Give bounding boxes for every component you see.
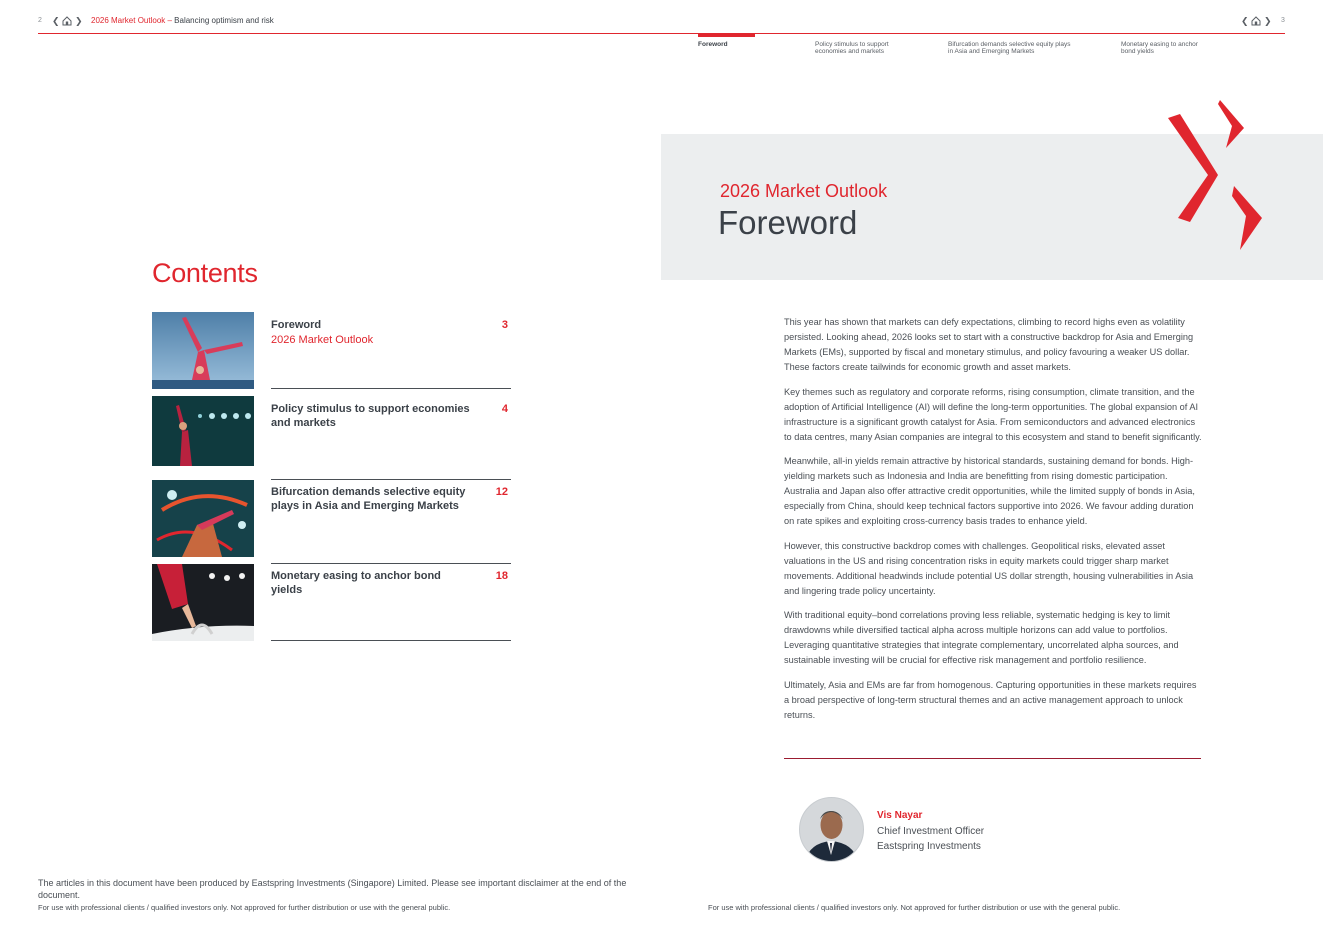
tab-foreword[interactable]: Foreword [698,41,728,48]
page-number-right: 3 [1281,17,1285,24]
header-divider [38,33,1285,34]
toc-item-page[interactable]: 12 [495,486,508,498]
gymnast-arena-image [152,396,254,466]
toc-divider [271,479,511,480]
toc-item-page[interactable]: 18 [495,570,508,582]
author-name: Vis Nayar [877,810,923,821]
hero-subtitle: 2026 Market Outlook [720,181,888,201]
chevron-left-icon[interactable]: ❮ [52,16,60,26]
toc-item-page[interactable]: 4 [501,403,508,415]
document-title [91,16,274,25]
home-icon[interactable] [62,16,72,26]
footer-note-left: For use with professional clients / qualified investors only. Not approved for further distribution or use with the general public. [38,903,451,912]
gymnast-handstand-image [152,312,254,389]
paragraph: Ultimately, Asia and EMs are far from homogenous. Capturing opportunities in these markets requires a broad perspective of long-term structural themes and an active management approach to unlock returns. [784,679,1197,720]
toc-item-title[interactable]: Bifurcation demands selective equity plays in Asia and Emerging Markets [271,486,466,512]
chevron-left-icon[interactable]: ❮ [1241,16,1249,26]
document-title-rest: Balancing optimism and risk [174,16,274,25]
author-role: Chief Investment Officer [877,826,985,837]
page-number-left: 2 [38,17,42,24]
toc-divider [271,388,511,389]
toc-item-title[interactable]: Policy stimulus to support economies and markets [271,403,470,429]
footer-note-right: For use with professional clients / qualified investors only. Not approved for further distribution or use with the general public. [708,903,1121,912]
toc-divider [271,640,511,641]
foreword-body [784,315,1202,732]
tab-monetary-easing[interactable]: Monetary easing to anchor bond yields [1121,41,1198,55]
toc-item-title[interactable]: Foreword [271,319,322,331]
paragraph: Key themes such as regulatory and corporate reforms, rising consumption, climate transition, and the adoption of Artificial Intelligence (AI) will define the long-term opportunities. The global expansion of AI infrastructure is a significant growth catalyst for Asia. From semiconductors and advanced electronics to data centres, many Asian companies are integral to this ecosystem and stand to benefit significantly. [784,386,1202,442]
active-tab-indicator [698,33,755,37]
paragraph: This year has shown that markets can defy expectations, climbing to record highs even as volatility persisted. Looking ahead, 2026 looks set to start with a constructive backdrop for Asia and Emerging Markets (EMs), supported by fiscal and monetary stimulus, and policy favouring a weaker US dollar. These factors create tailwinds for economic growth and asset markets. [784,317,1194,372]
author-avatar [799,797,864,862]
tab-policy-stimulus[interactable]: Policy stimulus to support economies and markets [815,41,889,55]
home-icon[interactable] [1251,16,1261,26]
toc-item-subtitle[interactable]: 2026 Market Outlook [271,334,374,346]
document-title-separator: – [165,16,175,25]
gymnast-pommel-image [152,564,254,641]
toc-divider [271,563,511,564]
document-title-highlight: 2026 Market Outlook [91,16,166,25]
signature-divider [784,758,1201,759]
hero-title: Foreword [718,204,858,241]
chevron-right-icon[interactable]: ❯ [75,16,83,26]
author-organization: Eastspring Investments [877,841,981,852]
gymnast-ribbon-image [152,480,254,557]
paragraph: Meanwhile, all-in yields remain attractive by historical standards, sustaining demand for bonds. High-yielding markets such as Indonesia and India are benefitting from rising domestic participation. Australia and Japan also offer attractive credit opportunities, while the limited supply of bonds in Asia, especially from China, should keep technical factors supportive into 2026. We favour adding duration on rate spikes and exploiting cross-currency basis trades to enhance yield. [784,456,1195,526]
paragraph: With traditional equity–bond correlations proving less reliable, systematic hedging is key to limit drawdowns while diversified tactical alpha across multiple horizons can add value to portfolios. Leveraging quantitative strategies that integrate complementary, uncorrelated alpha sources, and sustainable investing will be crucial for effective risk management and portfolio resilience. [784,610,1179,665]
disclaimer-text: The articles in this document have been produced by Eastspring Investments (Singapore) Limited. Please see important disclaimer at the end of the document. [38,878,627,900]
brand-chevron-logo [1160,100,1270,255]
paragraph: However, this constructive backdrop comes with challenges. Geopolitical risks, elevated asset valuations in the US and rising concentration risks in equity markets could trigger sharp market movements. Additional headwinds include potential US dollar strength, housing vulnerabilities in Asia and lingering trade policy uncertainty. [784,540,1194,596]
tab-bifurcation[interactable]: Bifurcation demands selective equity plays in Asia and Emerging Markets [948,41,1071,55]
toc-item-title[interactable]: Monetary easing to anchor bond yields [271,570,441,596]
chevron-right-icon[interactable]: ❯ [1264,16,1272,26]
toc-item-page[interactable]: 3 [501,319,508,331]
contents-heading: Contents [152,258,258,288]
